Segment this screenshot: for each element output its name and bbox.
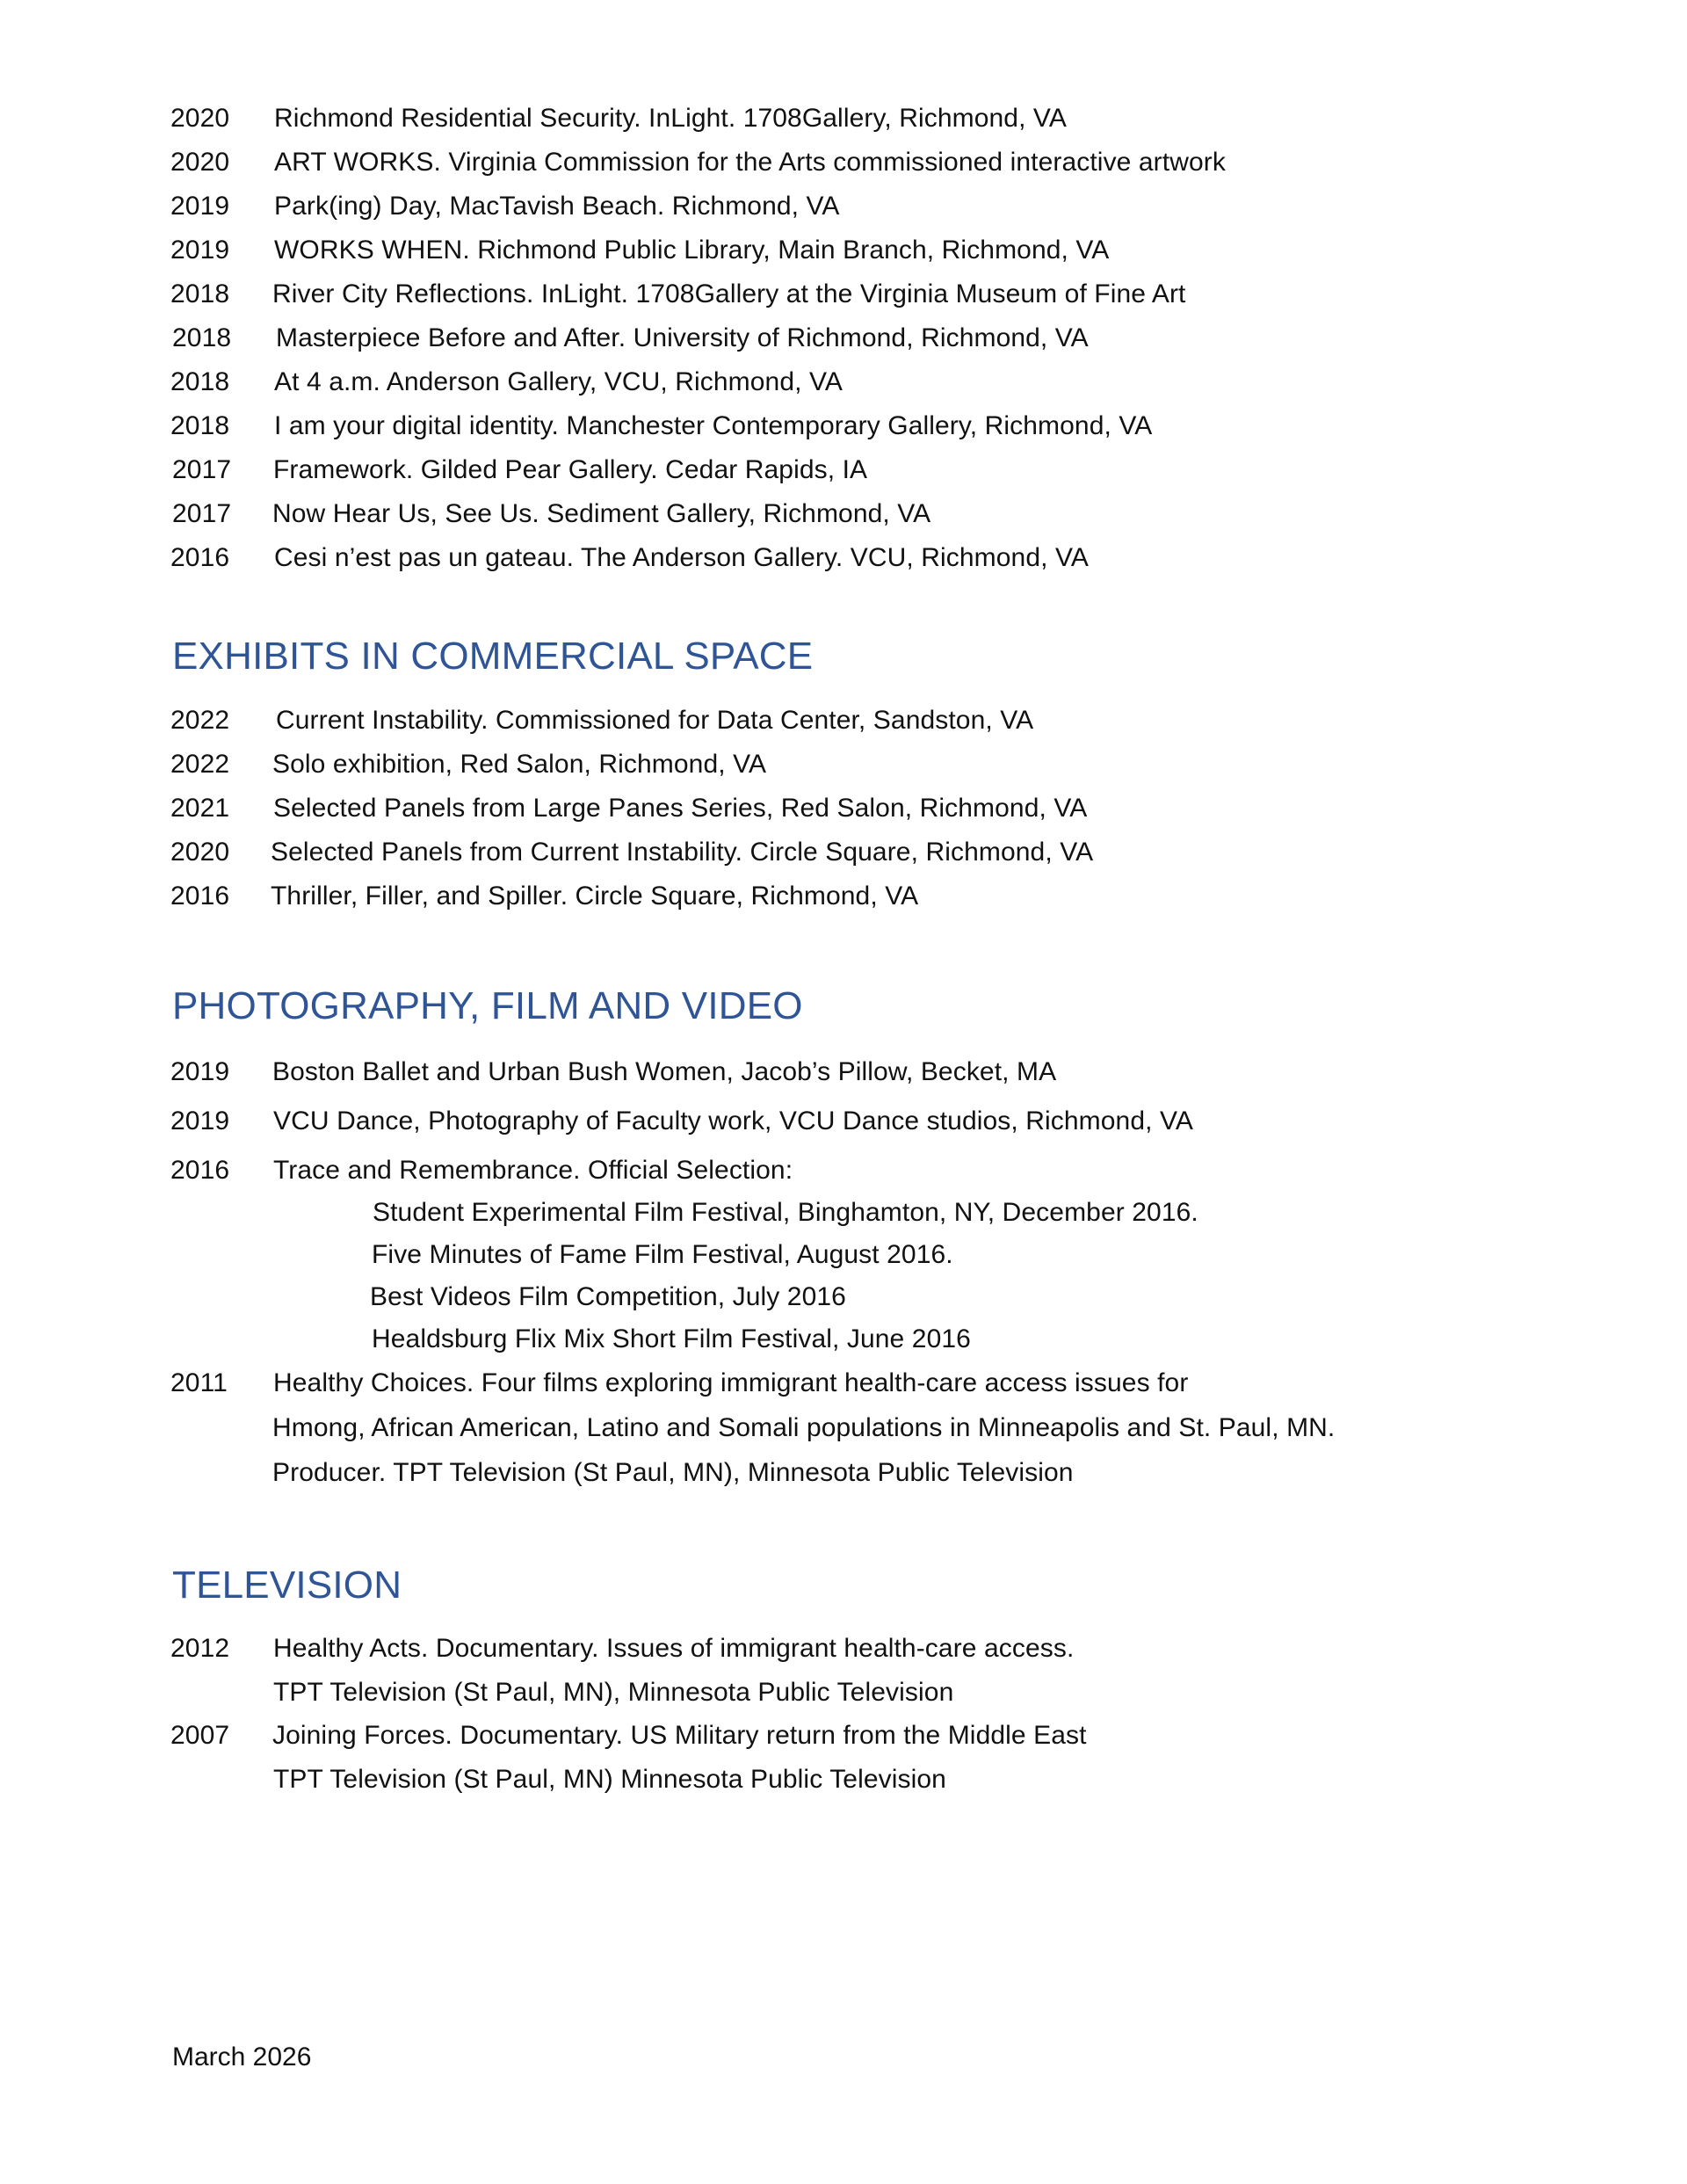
entry-text: Park(ing) Day, MacTavish Beach. Richmond, VA bbox=[274, 192, 840, 221]
entry-text: Boston Ballet and Urban Bush Women, Jacob’s Pillow, Becket, MA bbox=[272, 1057, 1057, 1086]
entry-text: Trace and Remembrance. Official Selection: bbox=[273, 1156, 793, 1185]
entry-continuation: TPT Television (St Paul, MN) Minnesota Public Television bbox=[273, 1765, 946, 1794]
entry-year: 2022 bbox=[170, 750, 230, 779]
festival-selection: Best Videos Film Competition, July 2016 bbox=[370, 1282, 846, 1311]
section-heading-photography: PHOTOGRAPHY, FILM AND VIDEO bbox=[172, 984, 803, 1027]
entry-year: 2021 bbox=[170, 794, 230, 823]
entry-text: Selected Panels from Current Instability. Circle Square, Richmond, VA bbox=[271, 838, 1094, 867]
section-heading-commercial: EXHIBITS IN COMMERCIAL SPACE bbox=[172, 635, 814, 678]
entry-text: Healthy Acts. Documentary. Issues of immigrant health-care access. bbox=[273, 1634, 1075, 1663]
entry-text: Joining Forces. Documentary. US Military return from the Middle East bbox=[272, 1721, 1087, 1750]
festival-selection: Five Minutes of Fame Film Festival, August 2016. bbox=[372, 1240, 953, 1269]
entry-text: Richmond Residential Security. InLight. 1708Gallery, Richmond, VA bbox=[274, 104, 1067, 133]
entry-year: 2017 bbox=[172, 499, 232, 528]
entry-year: 2016 bbox=[170, 882, 230, 911]
entry-text: Healthy Choices. Four films exploring immigrant health-care access issues for bbox=[273, 1368, 1189, 1397]
section-heading-television: TELEVISION bbox=[172, 1564, 402, 1607]
entry-year: 2019 bbox=[170, 1107, 230, 1136]
entry-year: 2019 bbox=[170, 192, 230, 221]
entry-continuation: TPT Television (St Paul, MN), Minnesota Public Television bbox=[273, 1678, 954, 1707]
entry-text: Framework. Gilded Pear Gallery. Cedar Rapids, IA bbox=[273, 455, 868, 484]
entry-text: Solo exhibition, Red Salon, Richmond, VA bbox=[272, 750, 767, 779]
entry-year: 2007 bbox=[170, 1721, 230, 1750]
entry-year: 2018 bbox=[170, 367, 230, 396]
entry-year: 2018 bbox=[170, 279, 230, 308]
entry-year: 2020 bbox=[170, 838, 230, 867]
entry-year: 2016 bbox=[170, 1156, 230, 1185]
entry-text: I am your digital identity. Manchester Contemporary Gallery, Richmond, VA bbox=[274, 411, 1153, 440]
entry-year: 2020 bbox=[170, 148, 230, 177]
entry-year: 2018 bbox=[172, 323, 232, 352]
festival-selection: Student Experimental Film Festival, Binghamton, NY, December 2016. bbox=[373, 1198, 1198, 1227]
entry-text: VCU Dance, Photography of Faculty work, VCU Dance studios, Richmond, VA bbox=[273, 1107, 1193, 1136]
entry-year: 2022 bbox=[170, 706, 230, 735]
entry-text: ART WORKS. Virginia Commission for the Arts commissioned interactive artwork bbox=[274, 148, 1226, 177]
entry-year: 2020 bbox=[170, 104, 230, 133]
entry-text: Cesi n’est pas un gateau. The Anderson Gallery. VCU, Richmond, VA bbox=[274, 543, 1089, 572]
entry-text: Selected Panels from Large Panes Series, Red Salon, Richmond, VA bbox=[273, 794, 1088, 823]
entry-continuation: Producer. TPT Television (St Paul, MN), Minnesota Public Television bbox=[272, 1458, 1074, 1487]
entry-text: River City Reflections. InLight. 1708Gallery at the Virginia Museum of Fine Art bbox=[272, 279, 1186, 308]
entry-year: 2012 bbox=[170, 1634, 230, 1663]
footer-date: March 2026 bbox=[172, 2043, 312, 2072]
entry-text: Masterpiece Before and After. University of Richmond, Richmond, VA bbox=[276, 323, 1089, 352]
entry-text: WORKS WHEN. Richmond Public Library, Main Branch, Richmond, VA bbox=[274, 236, 1110, 265]
entry-year: 2017 bbox=[172, 455, 232, 484]
entry-year: 2011 bbox=[170, 1368, 228, 1397]
entry-year: 2016 bbox=[170, 543, 230, 572]
festival-selection: Healdsburg Flix Mix Short Film Festival, June 2016 bbox=[372, 1324, 971, 1353]
entry-text: Current Instability. Commissioned for Data Center, Sandston, VA bbox=[276, 706, 1034, 735]
entry-text: Now Hear Us, See Us. Sediment Gallery, Richmond, VA bbox=[272, 499, 931, 528]
entry-text: Thriller, Filler, and Spiller. Circle Square, Richmond, VA bbox=[271, 882, 919, 911]
entry-year: 2019 bbox=[170, 236, 230, 265]
entry-year: 2018 bbox=[170, 411, 230, 440]
entry-text: At 4 a.m. Anderson Gallery, VCU, Richmond, VA bbox=[274, 367, 843, 396]
entry-year: 2019 bbox=[170, 1057, 230, 1086]
entry-continuation: Hmong, African American, Latino and Somali populations in Minneapolis and St. Paul, MN. bbox=[272, 1413, 1336, 1442]
